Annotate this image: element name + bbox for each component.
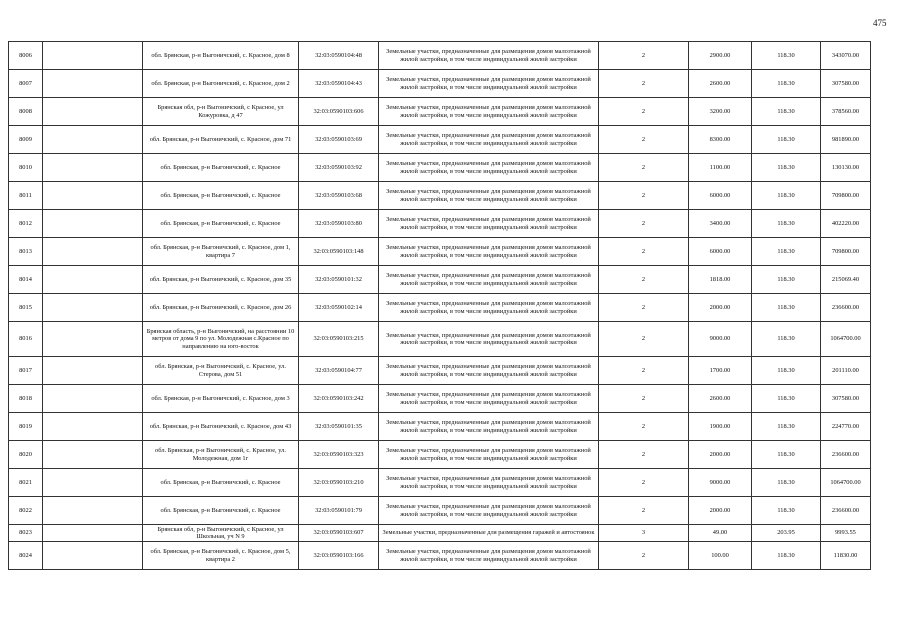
rate-cell: 118.30 [752,413,821,441]
land-use-cell: Земельные участки, предназначенные для размещения домов малоэтажной жилой застройки, в том числе индивидуальной жилой застройки [379,441,599,469]
address-cell: обл. Брянская, р-н Выгоничский, с. Красное, дом 26 [143,294,299,322]
address-cell: обл. Брянская, р-н Выгоничский, с. Красное, дом 1, квартира 7 [143,238,299,266]
row-number-cell: 8008 [9,98,43,126]
area-cell: 3200.00 [689,98,752,126]
cadastral-number-cell: 32:03:0590104:43 [299,70,379,98]
cadastral-number-cell: 32:03:0590101:32 [299,266,379,294]
group-cell: 2 [599,497,689,525]
rate-cell: 118.30 [752,70,821,98]
empty-cell [43,154,143,182]
rate-cell: 118.30 [752,294,821,322]
cadastral-value-cell: 236600.00 [821,441,871,469]
empty-cell [43,210,143,238]
address-cell: обл. Брянская, р-н Выгоничский, с. Красное, ул. Молодежная, дом 1г [143,441,299,469]
cadastral-value-cell: 307580.00 [821,70,871,98]
land-registry-table [8,41,871,570]
row-number-cell: 8016 [9,322,43,357]
row-number-cell: 8017 [9,357,43,385]
row-number-cell: 8009 [9,126,43,154]
cadastral-value-cell: 1064700.00 [821,469,871,497]
empty-cell [43,469,143,497]
page-number: 475 [873,18,887,28]
row-number-cell: 8019 [9,413,43,441]
row-number-cell: 8012 [9,210,43,238]
address-cell: Брянская обл, р-н Выгоничский, с Красное, ул Школьная, уч N 9 [143,525,299,542]
cadastral-value-cell: 201110.00 [821,357,871,385]
rate-cell: 118.30 [752,469,821,497]
row-number-cell: 8022 [9,497,43,525]
address-cell: обл. Брянская, р-н Выгоничский, с. Красное [143,469,299,497]
table-row [9,497,871,525]
area-cell: 8300.00 [689,126,752,154]
empty-cell [43,126,143,154]
group-cell: 2 [599,322,689,357]
empty-cell [43,70,143,98]
empty-cell [43,182,143,210]
row-number-cell: 8007 [9,70,43,98]
cadastral-number-cell: 32:03:0590103:607 [299,525,379,542]
address-cell: обл. Брянская, р-н Выгоничский, с. Красное, дом 43 [143,413,299,441]
row-number-cell: 8024 [9,542,43,570]
rate-cell: 118.30 [752,98,821,126]
cadastral-value-cell: 709800.00 [821,238,871,266]
empty-cell [43,42,143,70]
empty-cell [43,413,143,441]
empty-cell [43,294,143,322]
table-row [9,357,871,385]
empty-cell [43,542,143,570]
cadastral-value-cell: 130130.00 [821,154,871,182]
cadastral-number-cell: 32:03:0590103:166 [299,542,379,570]
area-cell: 1700.00 [689,357,752,385]
area-cell: 6000.00 [689,238,752,266]
area-cell: 2600.00 [689,385,752,413]
area-cell: 1100.00 [689,154,752,182]
cadastral-number-cell: 32:03:0590103:323 [299,441,379,469]
empty-cell [43,238,143,266]
empty-cell [43,441,143,469]
land-use-cell: Земельные участки, предназначенные для размещения домов малоэтажной жилой застройки, в том числе индивидуальной жилой застройки [379,98,599,126]
rate-cell: 118.30 [752,322,821,357]
address-cell: обл. Брянская, р-н Выгоничский, с. Красное, дом 71 [143,126,299,154]
table-row [9,126,871,154]
cadastral-value-cell: 11830.00 [821,542,871,570]
cadastral-value-cell: 224770.00 [821,413,871,441]
land-use-cell: Земельные участки, предназначенные для размещения домов малоэтажной жилой застройки, в том числе индивидуальной жилой застройки [379,238,599,266]
land-use-cell: Земельные участки, предназначенные для размещения домов малоэтажной жилой застройки, в том числе индивидуальной жилой застройки [379,497,599,525]
group-cell: 2 [599,469,689,497]
empty-cell [43,497,143,525]
address-cell: обл. Брянская, р-н Выгоничский, с. Красное [143,497,299,525]
land-use-cell: Земельные участки, предназначенные для размещения домов малоэтажной жилой застройки, в том числе индивидуальной жилой застройки [379,42,599,70]
area-cell: 2000.00 [689,294,752,322]
rate-cell: 203.95 [752,525,821,542]
cadastral-number-cell: 32:03:0590104:48 [299,42,379,70]
cadastral-number-cell: 32:03:0590103:215 [299,322,379,357]
table-row [9,385,871,413]
group-cell: 2 [599,154,689,182]
land-use-cell: Земельные участки, предназначенные для размещения домов малоэтажной жилой застройки, в том числе индивидуальной жилой застройки [379,210,599,238]
group-cell: 2 [599,266,689,294]
group-cell: 2 [599,238,689,266]
cadastral-value-cell: 236600.00 [821,497,871,525]
row-number-cell: 8023 [9,525,43,542]
land-use-cell: Земельные участки, предназначенные для размещения домов малоэтажной жилой застройки, в том числе индивидуальной жилой застройки [379,385,599,413]
area-cell: 6000.00 [689,182,752,210]
address-cell: Брянская область, р-н Выгоничский, на расстоянии 10 метров от дома 9 по ул. Молодежная с.Красное по направлению на юго-восток [143,322,299,357]
address-cell: обл. Брянская, р-н Выгоничский, с. Красное, дом 8 [143,42,299,70]
rate-cell: 118.30 [752,238,821,266]
row-number-cell: 8010 [9,154,43,182]
cadastral-value-cell: 1064700.00 [821,322,871,357]
cadastral-value-cell: 215069.40 [821,266,871,294]
group-cell: 2 [599,42,689,70]
table-row [9,182,871,210]
group-cell: 2 [599,126,689,154]
address-cell: обл. Брянская, р-н Выгоничский, с. Красное [143,154,299,182]
land-use-cell: Земельные участки, предназначенные для размещения домов малоэтажной жилой застройки, в том числе индивидуальной жилой застройки [379,469,599,497]
row-number-cell: 8013 [9,238,43,266]
empty-cell [43,385,143,413]
area-cell: 49.00 [689,525,752,542]
row-number-cell: 8015 [9,294,43,322]
table-row [9,266,871,294]
area-cell: 100.00 [689,542,752,570]
cadastral-number-cell: 32:03:0590103:148 [299,238,379,266]
address-cell: обл. Брянская, р-н Выгоничский, с. Красное [143,182,299,210]
address-cell: Брянская обл, р-н Выгоничский, с Красное, ул Кожуровка, д 47 [143,98,299,126]
cadastral-value-cell: 236600.00 [821,294,871,322]
area-cell: 2600.00 [689,70,752,98]
cadastral-number-cell: 32:03:0590102:14 [299,294,379,322]
area-cell: 1900.00 [689,413,752,441]
group-cell: 2 [599,98,689,126]
table-row [9,322,871,357]
empty-cell [43,322,143,357]
rate-cell: 118.30 [752,266,821,294]
area-cell: 3400.00 [689,210,752,238]
empty-cell [43,98,143,126]
row-number-cell: 8011 [9,182,43,210]
land-use-cell: Земельные участки, предназначенные для размещения домов малоэтажной жилой застройки, в том числе индивидуальной жилой застройки [379,357,599,385]
cadastral-value-cell: 709800.00 [821,182,871,210]
row-number-cell: 8020 [9,441,43,469]
land-use-cell: Земельные участки, предназначенные для размещения гаражей и автостоянок [379,525,599,542]
cadastral-number-cell: 32:03:0590101:79 [299,497,379,525]
address-cell: обл. Брянская, р-н Выгоничский, с. Красное [143,210,299,238]
table-row [9,294,871,322]
area-cell: 1818.00 [689,266,752,294]
group-cell: 2 [599,542,689,570]
table-row [9,469,871,497]
area-cell: 9000.00 [689,469,752,497]
table-row [9,70,871,98]
table-row [9,413,871,441]
table-row [9,238,871,266]
group-cell: 2 [599,182,689,210]
empty-cell [43,357,143,385]
cadastral-value-cell: 343070.00 [821,42,871,70]
group-cell: 2 [599,210,689,238]
table-row [9,154,871,182]
cadastral-number-cell: 32:03:0590103:80 [299,210,379,238]
address-cell: обл. Брянская, р-н Выгоничский, с. Красное, дом 35 [143,266,299,294]
address-cell: обл. Брянская, р-н Выгоничский, с. Красное, дом 2 [143,70,299,98]
group-cell: 2 [599,413,689,441]
rate-cell: 118.30 [752,385,821,413]
land-use-cell: Земельные участки, предназначенные для размещения домов малоэтажной жилой застройки, в том числе индивидуальной жилой застройки [379,70,599,98]
cadastral-number-cell: 32:03:0590103:210 [299,469,379,497]
land-use-cell: Земельные участки, предназначенные для размещения домов малоэтажной жилой застройки, в том числе индивидуальной жилой застройки [379,266,599,294]
empty-cell [43,266,143,294]
rate-cell: 118.30 [752,441,821,469]
row-number-cell: 8006 [9,42,43,70]
rate-cell: 118.30 [752,154,821,182]
cadastral-number-cell: 32:03:0590103:242 [299,385,379,413]
area-cell: 2000.00 [689,497,752,525]
group-cell: 2 [599,441,689,469]
group-cell: 3 [599,525,689,542]
rate-cell: 118.30 [752,210,821,238]
empty-cell [43,525,143,542]
rate-cell: 118.30 [752,182,821,210]
land-use-cell: Земельные участки, предназначенные для размещения домов малоэтажной жилой застройки, в том числе индивидуальной жилой застройки [379,413,599,441]
rate-cell: 118.30 [752,497,821,525]
rate-cell: 118.30 [752,542,821,570]
cadastral-value-cell: 402220.00 [821,210,871,238]
cadastral-value-cell: 378560.00 [821,98,871,126]
cadastral-number-cell: 32:03:0590101:35 [299,413,379,441]
cadastral-number-cell: 32:03:0590104:77 [299,357,379,385]
table-row [9,525,871,542]
group-cell: 2 [599,357,689,385]
area-cell: 2000.00 [689,441,752,469]
cadastral-value-cell: 981890.00 [821,126,871,154]
table-row [9,210,871,238]
rate-cell: 118.30 [752,42,821,70]
address-cell: обл. Брянская, р-н Выгоничский, с. Красное, ул. Стерова, дом 51 [143,357,299,385]
cadastral-value-cell: 9993.55 [821,525,871,542]
row-number-cell: 8021 [9,469,43,497]
rate-cell: 118.30 [752,357,821,385]
group-cell: 2 [599,385,689,413]
row-number-cell: 8018 [9,385,43,413]
cadastral-number-cell: 32:03:0590103:69 [299,126,379,154]
address-cell: обл. Брянская, р-н Выгоничский, с. Красное, дом 3 [143,385,299,413]
table-row [9,98,871,126]
land-use-cell: Земельные участки, предназначенные для размещения домов малоэтажной жилой застройки, в том числе индивидуальной жилой застройки [379,322,599,357]
cadastral-value-cell: 307580.00 [821,385,871,413]
cadastral-number-cell: 32:03:0590103:606 [299,98,379,126]
area-cell: 2900.00 [689,42,752,70]
land-use-cell: Земельные участки, предназначенные для размещения домов малоэтажной жилой застройки, в том числе индивидуальной жилой застройки [379,294,599,322]
rate-cell: 118.30 [752,126,821,154]
area-cell: 9000.00 [689,322,752,357]
address-cell: обл. Брянская, р-н Выгоничский, с. Красное, дом 5, квартира 2 [143,542,299,570]
land-use-cell: Земельные участки, предназначенные для размещения домов малоэтажной жилой застройки, в том числе индивидуальной жилой застройки [379,154,599,182]
table-row [9,42,871,70]
cadastral-number-cell: 32:03:0590103:92 [299,154,379,182]
group-cell: 2 [599,70,689,98]
group-cell: 2 [599,294,689,322]
table-row [9,441,871,469]
land-use-cell: Земельные участки, предназначенные для размещения домов малоэтажной жилой застройки, в том числе индивидуальной жилой застройки [379,126,599,154]
table-row [9,542,871,570]
row-number-cell: 8014 [9,266,43,294]
cadastral-number-cell: 32:03:0590103:68 [299,182,379,210]
land-use-cell: Земельные участки, предназначенные для размещения домов малоэтажной жилой застройки, в том числе индивидуальной жилой застройки [379,182,599,210]
land-use-cell: Земельные участки, предназначенные для размещения домов малоэтажной жилой застройки, в том числе индивидуальной жилой застройки [379,542,599,570]
